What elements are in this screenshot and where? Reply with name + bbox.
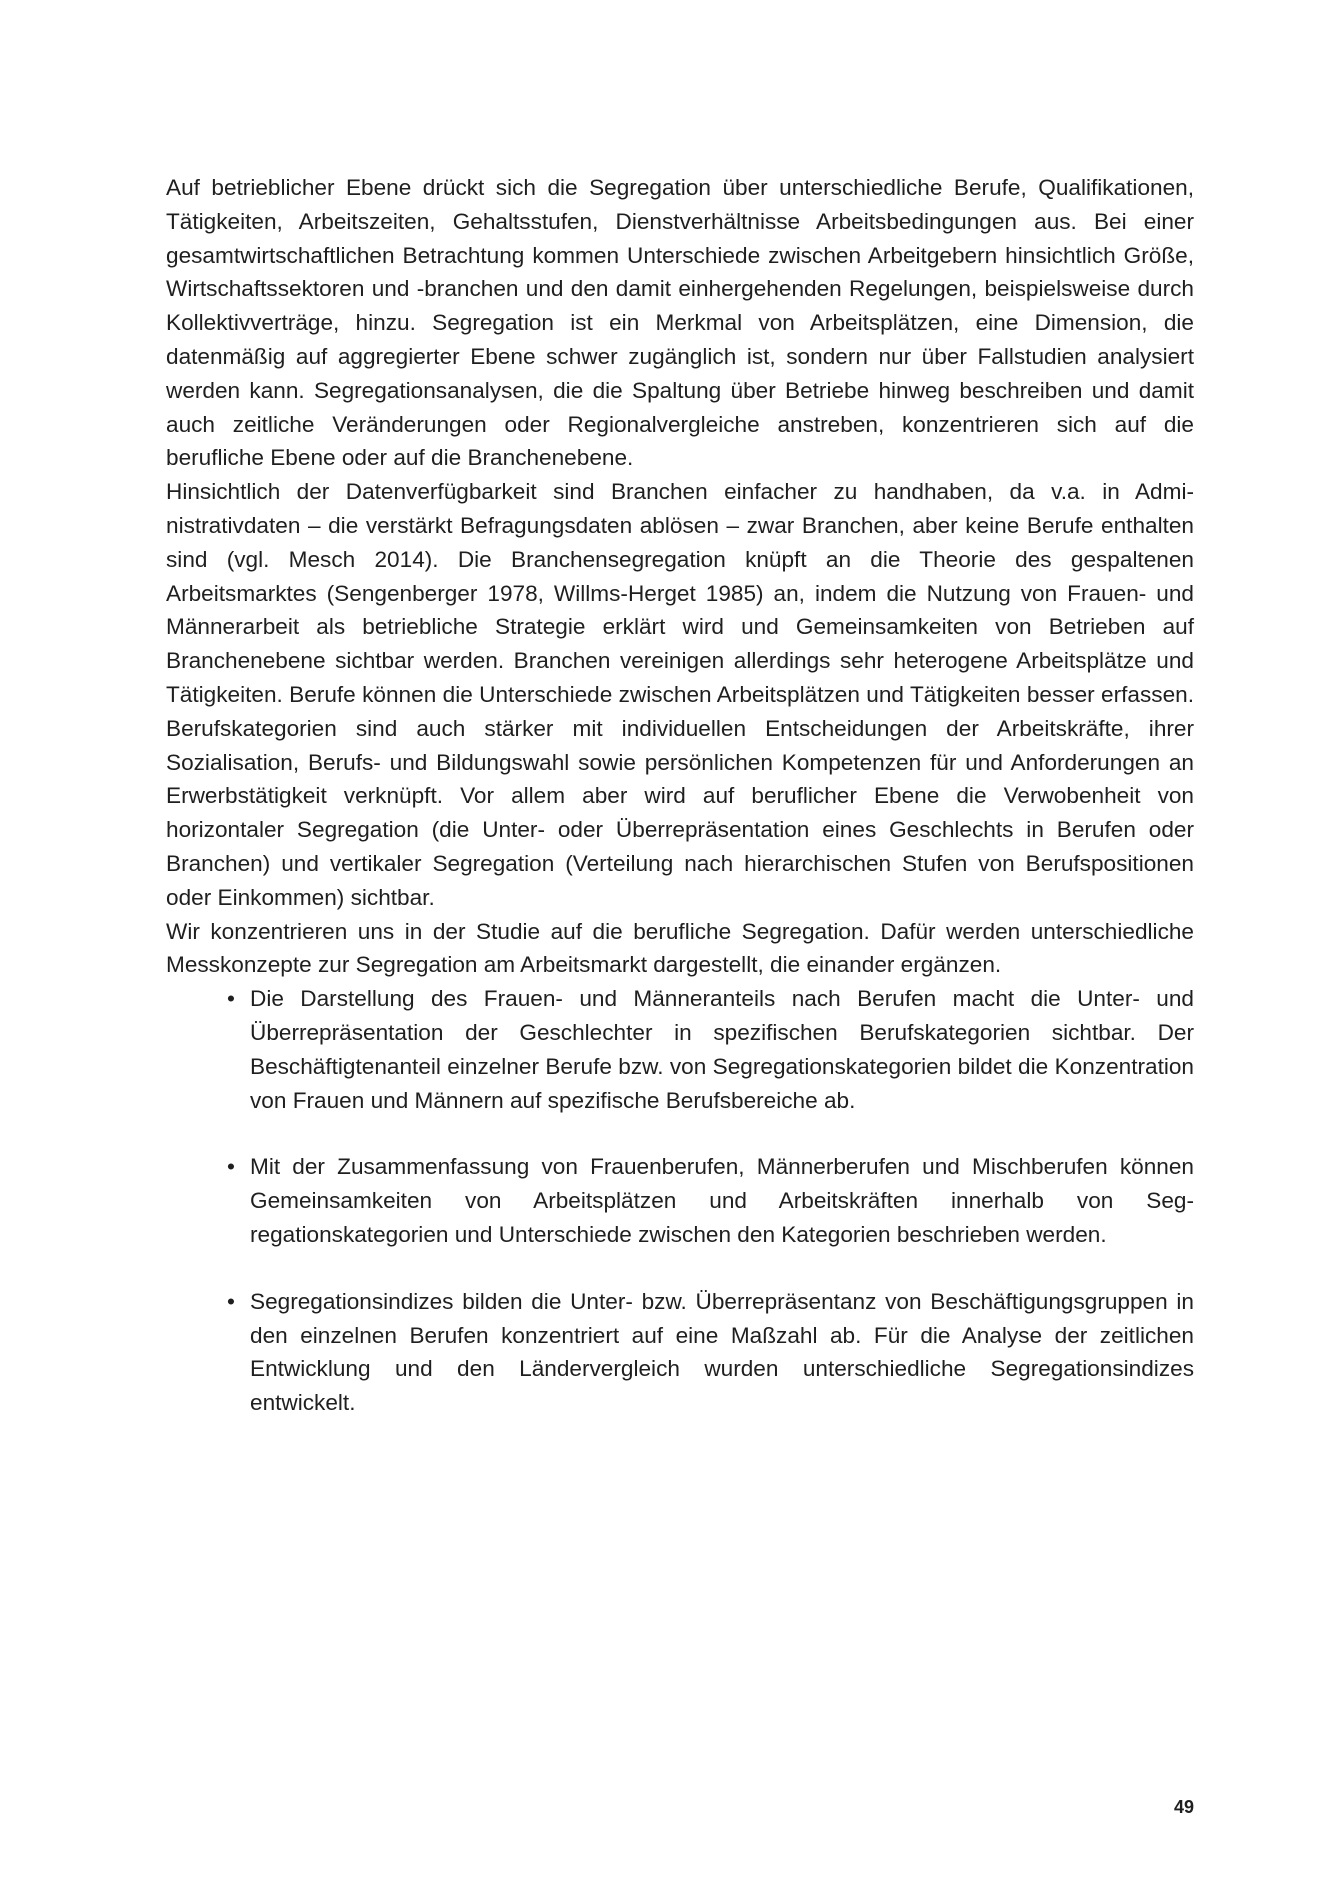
bullet-icon: • [227,1154,235,1180]
page-content [166,171,1194,1453]
list-item-text: Die Darstellung des Frauen- und Männeranteils nach Berufen macht die Unter- und Überrepräsentation der Geschlechter in spezifischen Berufskategorien sichtbar. Der Beschäftigtenanteil einzelner Berufe bzw. von Segregationskategorien bildet die Konzentration von Frauen und Männern auf spezifische Berufsbereiche ab. [250,986,1194,1113]
paragraph-berufliche-segregation: Wir konzentrieren uns in der Studie auf die berufliche Segregation. Dafür werden unterschiedliche Messkonzepte zur Segregation am Arbeitsmarkt dargestellt, die einander ergänzen. [166,918,1194,978]
bullet-icon: • [227,986,235,1012]
list-item [227,982,1194,1117]
list-item-text: Segregationsindizes bilden die Unter- bzw. Überrepräsentanz von Beschäftigungsgruppen in den einzelnen Berufen konzentriert auf eine Maßzahl ab. Für die Analyse der zeitlichen Entwicklung und den Ländervergleich wurden unterschiedliche Segregationsindizes entwickelt. [250,1288,1194,1416]
paragraph-datenverfuegbarkeit: Hinsichtlich der Datenverfügbarkeit sind Branchen einfacher zu handhaben, da v.a. in Administrativdaten – die verstärkt Befragungsdaten ablösen – zwar Branchen, aber keine Berufe enthalten sind (vgl. Mesch 2014). Die Branchensegregation knüpft an die Theorie des gespaltenen Arbeitsmarktes (Sengenberger 1978, Willms-Herget 1985) an, indem die Nutzung von Frauen- und Männerarbeit als betriebliche Strategie erklärt wird und Gemeinsamkeiten von Betrieben auf Branchenebene sichtbar werden. Branchen vereinigen allerdings sehr heterogene Arbeitsplätze und Tätigkeiten. Berufe können die Unterschiede zwischen Arbeitsplätzen und Tätigkeiten besser erfassen. Berufskategorien sind auch stärker mit individuellen Entscheidungen der Arbeitskräfte, ihrer Sozialisation, Berufs- und Bildungswahl sowie persönlichen Kompetenzen für und Anforderungen an Erwerbstätigkeit verknüpft. Vor allem aber wird auf beruflicher Ebene die Verwobenheit von horizontaler Segregation (die Unter- oder Überrepräsentation eines Geschlechts in Berufen oder Branchen) und vertikaler Segregation (Verteilung nach hierarchischen Stufen von Berufspositionen oder Einkommen) sichtbar. [166,479,1194,910]
page-number: 49 [1173,1797,1194,1817]
list-item [227,1285,1194,1420]
messkonzepte-list [166,982,1194,1420]
list-item [227,1150,1194,1251]
paragraph-betriebliche-ebene: Auf betrieblicher Ebene drückt sich die Segregation über unterschiedliche Berufe, Qualifikationen, Tätigkeiten, Arbeitszeiten, Gehaltsstufen, Dienstverhältnisse Arbeitsbedingungen aus. Bei einer gesamtwirtschaftlichen Betrachtung kommen Unterschiede zwischen Arbeitgebern hinsichtlich Größe, Wirtschaftssektoren und -branchen und den damit einhergehenden Regelungen, beispielsweise durch Kollektivverträge, hinzu. Segregation ist ein Merkmal von Arbeitsplätzen, eine Dimension, die datenmäßig auf aggregierter Ebene schwer zugänglich ist, sondern nur über Fallstudien analysiert werden kann. Segregationsanalysen, die die Spaltung über Betriebe hinweg beschreiben und damit auch zeitliche Veränderungen oder Regionalvergleiche anstreben, konzentrieren sich auf die berufliche Ebene oder auf die Branchenebene. [166,175,1194,471]
bullet-icon: • [227,1288,235,1314]
list-item-text: Mit der Zusammenfassung von Frauenberufen, Männerberufen und Mischberufen können Gemeinsamkeiten von Arbeitsplätzen und Arbeitskräften innerhalb von Segregationskategorien und Unterschiede zwischen den Kategorien beschrieben werden. [250,1154,1194,1247]
